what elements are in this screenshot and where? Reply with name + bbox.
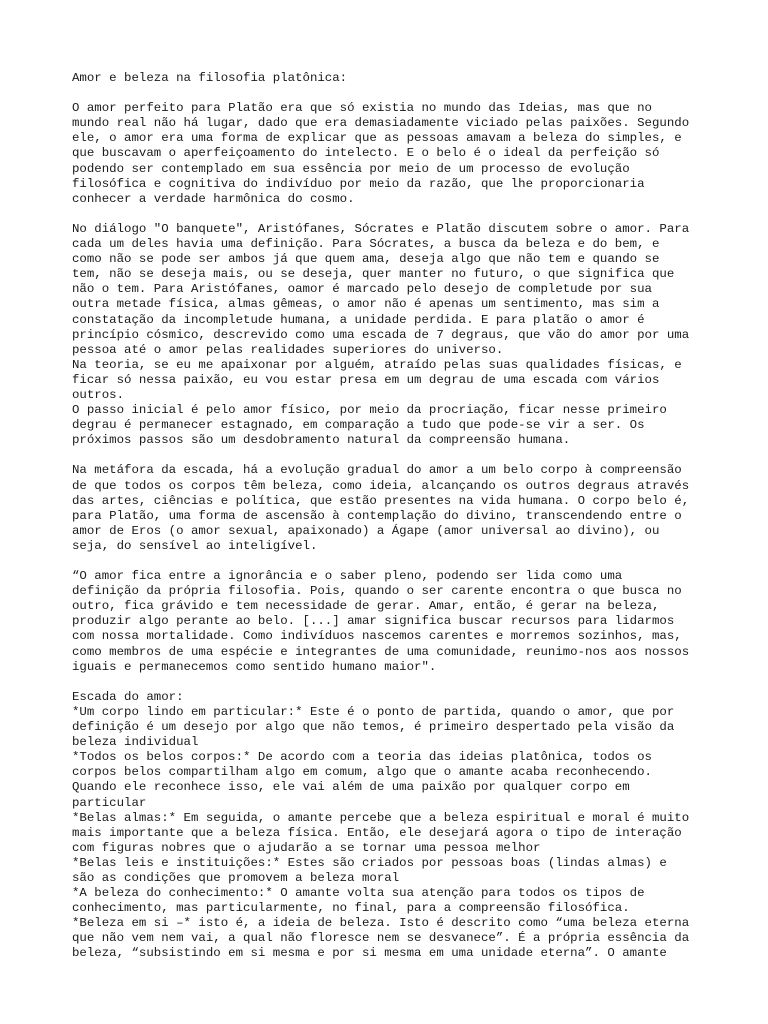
text-line: Amor e beleza na filosofia platônica:: [72, 71, 348, 85]
text-line: amor de Eros (o amor sexual, apaixonado) a Ágape (amor universal ao divino), ou: [72, 523, 660, 538]
text-line: beleza, “subsistindo em si mesma e por si mesma em uma unidade eterna”. O amante: [72, 946, 667, 961]
text-line: *Belas almas:* Em seguida, o amante percebe que a beleza espiritual e moral é muito: [72, 810, 690, 825]
paragraph: [72, 222, 702, 448]
text-line: não o tem. Para Aristófanes, oamor é marcado pelo desejo de completude por sua: [72, 282, 652, 297]
text-line: Na metáfora da escada, há a evolução gradual do amor a um belo corpo à compreensão: [72, 463, 682, 478]
text-line: outra metade física, almas gêmeas, o amor não é apenas um sentimento, mas sim a: [72, 297, 660, 312]
text-line: das artes, ciências e política, que estão presentes na vida humana. O corpo belo é,: [72, 493, 690, 508]
text-line: *Belas leis e instituições:* Estes são criados por pessoas boas (lindas almas) e: [72, 855, 667, 870]
document-title: [72, 71, 702, 86]
text-line: princípio cósmico, descrevido como uma escada de 7 degraus, que vão do amor por uma: [72, 327, 690, 342]
text-line: são as condições que promovem a beleza moral: [72, 870, 400, 885]
text-line: beleza individual: [72, 735, 199, 750]
text-line: iguais e permanecemos como sentido humano maior".: [72, 659, 437, 674]
text-line: outros.: [72, 387, 125, 402]
text-line: definição é um desejo por algo que não temos, é primeiro despertado pela visão da: [72, 720, 675, 735]
text-line: com nossa mortalidade. Como indivíduos nascemos carentes e morremos sozinhos, mas,: [72, 629, 682, 644]
document-page: [72, 71, 702, 977]
text-line: cada um deles havia uma definição. Para Sócrates, a busca da beleza e do bem, e: [72, 237, 660, 252]
text-line: outro, fica grávido e tem necessidade de gerar. Amar, então, é gerar na beleza,: [72, 599, 660, 614]
text-line: No diálogo "O banquete", Aristófanes, Sócrates e Platão discutem sobre o amor. Para: [72, 221, 690, 236]
text-line: mais importante que a beleza física. Então, ele desejará agora o tipo de interação: [72, 825, 682, 840]
text-line: *Todos os belos corpos:* De acordo com a teoria das ideias platônica, todos os: [72, 750, 652, 765]
text-line: *Beleza em si –* isto é, a ideia de beleza. Isto é descrito como “uma beleza eterna: [72, 916, 690, 931]
text-line: para Platão, uma forma de ascensão à contemplação do divino, transcendendo entre o: [72, 508, 682, 523]
text-line: mundo real não há lugar, dado que era demasiadamente viciado pelas paixões. Segundo: [72, 116, 690, 131]
paragraph: [72, 690, 702, 962]
text-line: “O amor fica entre a ignorância e o saber pleno, podendo ser lida como uma: [72, 569, 623, 584]
text-line: de que todos os corpos têm beleza, como ideia, alcançando os outros degraus através: [72, 478, 690, 493]
text-line: filosófica e cognitiva do indivíduo por meio da razão, que lhe proporcionaria: [72, 176, 645, 191]
text-line: com figuras nobres que o ajudarão a se tornar uma pessoa melhor: [72, 840, 541, 855]
text-line: como não se pode ser ambos já que quem ama, deseja algo que não tem e quando se: [72, 252, 660, 267]
text-line: ele, o amor era uma forma de explicar que as pessoas amavam a beleza do simples, e: [72, 131, 682, 146]
paragraph: [72, 101, 702, 207]
text-line: que buscavam o aperfeiçoamento do intelecto. E o belo é o ideal da perfeição só: [72, 146, 660, 161]
text-line: como membros de uma espécie e integrantes de uma comunidade, reunimo-nos aos nossos: [72, 644, 690, 659]
text-line: Quando ele reconhece isso, ele vai além de uma paixão por qualquer corpo em: [72, 780, 630, 795]
text-line: produzir algo perante ao belo. [...] amar significa buscar recursos para lidarmos: [72, 614, 675, 629]
text-line: O amor perfeito para Platão era que só existia no mundo das Ideias, mas que no: [72, 101, 652, 116]
text-line: seja, do sensível ao inteligível.: [72, 538, 318, 553]
text-line: pessoa até o amor pelas realidades superiores do universo.: [72, 342, 504, 357]
paragraph: [72, 569, 702, 675]
text-line: particular: [72, 795, 147, 810]
text-line: próximos passos são um desdobramento natural da compreensão humana.: [72, 433, 571, 448]
text-line: conhecer a verdade harmônica do cosmo.: [72, 191, 355, 206]
text-line: tem, não se deseja mais, ou se deseja, quer manter no futuro, o que significa que: [72, 267, 675, 282]
paragraph: [72, 463, 702, 554]
text-line: que não vem nem vai, a qual não floresce nem se desvanece”. É a própria essência da: [72, 931, 690, 946]
text-line: degrau é permanecer estagnado, em comparação a tudo que pode-se vir a ser. Os: [72, 418, 645, 433]
text-line: *A beleza do conhecimento:* O amante volta sua atenção para todos os tipos de: [72, 886, 645, 901]
text-line: Escada do amor:: [72, 689, 184, 704]
text-line: Na teoria, se eu me apaixonar por alguém, atraído pelas suas qualidades físicas, e: [72, 357, 682, 372]
text-line: constatação da incompletude humana, a unidade perdida. E para platão o amor é: [72, 312, 645, 327]
text-line: podendo ser contemplado em sua essência por meio de um processo de evolução: [72, 161, 630, 176]
text-line: conhecimento, mas particularmente, no final, para a compreensão filosófica.: [72, 901, 630, 916]
text-line: definição da própria filosofia. Pois, quando o ser carente encontra o que busca no: [72, 584, 682, 599]
text-line: *Um corpo lindo em particular:* Este é o ponto de partida, quando o amor, que por: [72, 704, 675, 719]
text-line: corpos belos compartilham algo em comum, algo que o amante acaba reconhecendo.: [72, 765, 652, 780]
text-line: ficar só nessa paixão, eu vou estar presa em um degrau de uma escada com vários: [72, 372, 660, 387]
text-line: O passo inicial é pelo amor físico, por meio da procriação, ficar nesse primeiro: [72, 403, 667, 418]
